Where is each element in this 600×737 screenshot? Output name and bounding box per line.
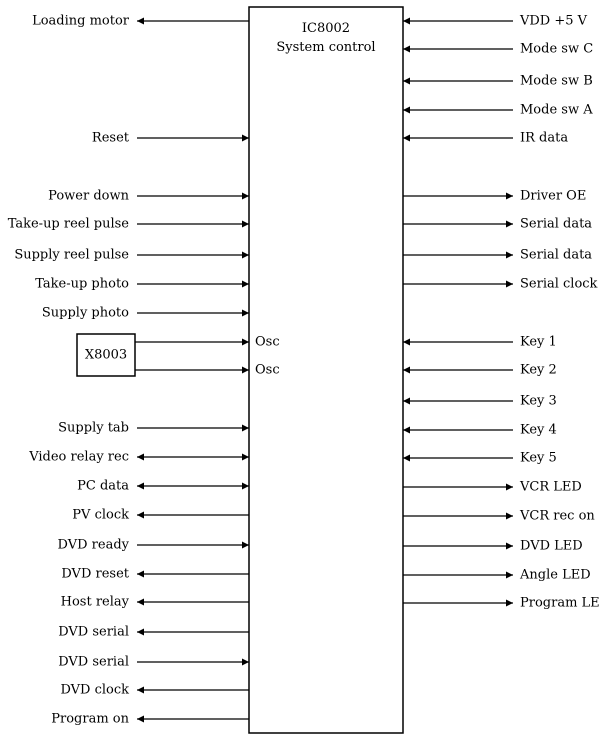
- signal-label-driver-oe: Driver OE: [520, 188, 587, 204]
- signal-label-key-2: Key 2: [520, 362, 557, 378]
- signal-label-vcr-led: VCR LED: [520, 479, 582, 495]
- signal-label-ir-data: IR data: [520, 130, 569, 146]
- signal-label-take-up-reel-pulse: Take-up reel pulse: [7, 216, 129, 232]
- signal-label-angle-led: Angle LED: [520, 567, 591, 583]
- signal-label-supply-photo: Supply photo: [41, 305, 129, 321]
- ic-function: System control: [276, 40, 376, 55]
- signal-label-program-le: Program LE: [520, 595, 600, 611]
- signal-label-key-3: Key 3: [520, 393, 557, 409]
- signal-label-program-on: Program on: [51, 711, 129, 727]
- signal-label-mode-sw-a: Mode sw A: [520, 102, 593, 118]
- signal-label-take-up-photo: Take-up photo: [35, 276, 129, 292]
- signal-label-serial-data: Serial data: [520, 216, 593, 232]
- signal-label-power-down: Power down: [48, 188, 129, 204]
- signal-label-video-relay-rec: Video relay rec: [29, 449, 129, 465]
- signal-label-key-4: Key 4: [520, 422, 557, 438]
- signal-label-pc-data: PC data: [77, 478, 129, 494]
- ic-name: IC8002: [301, 21, 351, 36]
- signal-label-mode-sw-b: Mode sw B: [520, 73, 593, 89]
- osc-pin-label-2: Osc: [255, 362, 280, 378]
- signal-label-vdd-5-v: VDD +5 V: [520, 13, 588, 29]
- signal-label-key-1: Key 1: [520, 334, 557, 350]
- signal-label-supply-reel-pulse: Supply reel pulse: [14, 247, 129, 263]
- signal-label-pv-clock: PV clock: [72, 507, 129, 523]
- signal-label-mode-sw-c: Mode sw C: [520, 41, 594, 57]
- osc-pin-label-1: Osc: [255, 334, 280, 350]
- crystal-label: X8003: [84, 347, 128, 363]
- right-signals: [403, 14, 600, 611]
- signal-label-serial-clock: Serial clock: [520, 276, 598, 292]
- signal-label-dvd-led: DVD LED: [520, 538, 583, 554]
- signal-label-dvd-clock: DVD clock: [60, 682, 129, 698]
- signal-label-supply-tab: Supply tab: [58, 420, 129, 436]
- signal-label-host-relay: Host relay: [60, 594, 129, 610]
- signal-label-dvd-serial: DVD serial: [58, 624, 129, 640]
- signal-label-dvd-ready: DVD ready: [57, 537, 129, 553]
- signal-label-key-5: Key 5: [520, 450, 557, 466]
- signal-label-serial-data: Serial data: [520, 247, 593, 263]
- signal-label-dvd-reset: DVD reset: [61, 566, 129, 582]
- signal-label-loading-motor: Loading motor: [32, 13, 129, 29]
- signal-label-vcr-rec-on: VCR rec on: [520, 508, 595, 524]
- signal-label-dvd-serial: DVD serial: [58, 654, 129, 670]
- signal-label-reset: Reset: [91, 130, 129, 146]
